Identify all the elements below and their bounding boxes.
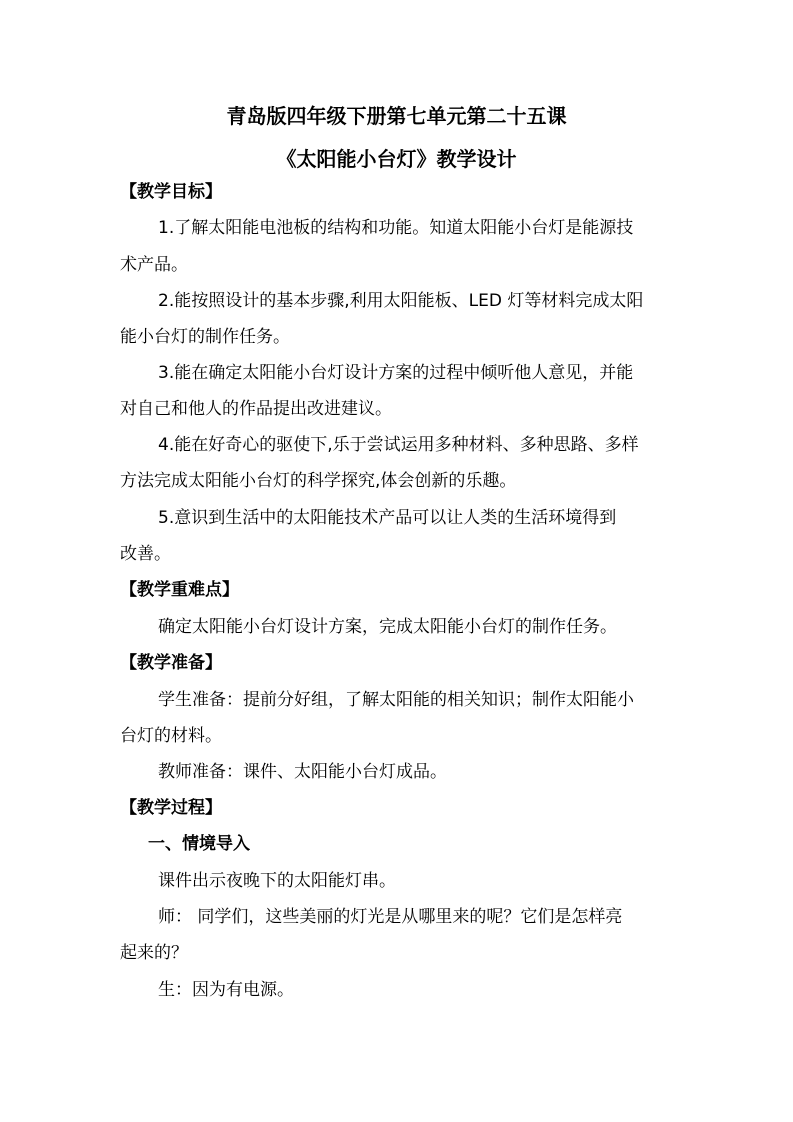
objective-4-line2: 方法完成太阳能小台灯的科学探究,体会创新的乐趣。 [120, 471, 517, 491]
process-subheading: 一、情境导入 [148, 834, 250, 854]
document-title: 青岛版四年级下册第七单元第二十五课 [226, 104, 567, 128]
process-line1: 课件出示夜晚下的太阳能灯串。 [158, 871, 396, 891]
student-preparation-line2: 台灯的材料。 [120, 726, 222, 746]
section-heading-key-points: 【教学重难点】 [120, 580, 239, 600]
teacher-dialogue-line2: 起来的？ [120, 943, 188, 963]
section-heading-process: 【教学过程】 [120, 798, 222, 818]
teacher-dialogue-line1: 师： 同学们，这些美丽的灯光是从哪里来的呢？它们是怎样亮 [158, 907, 623, 927]
objective-4-line1: 4.能在好奇心的驱使下,乐于尝试运用多种材料、多种思路、多样 [158, 435, 639, 455]
document-subtitle: 《太阳能小台灯》教学设计 [276, 147, 517, 171]
objective-2-line2: 能小台灯的制作任务。 [120, 327, 290, 347]
student-preparation-line1: 学生准备：提前分好组，了解太阳能的相关知识；制作太阳能小 [158, 690, 634, 710]
objective-5-line2: 改善。 [120, 544, 171, 564]
objective-5-line1: 5.意识到生活中的太阳能技术产品可以让人类的生活环境得到 [158, 508, 617, 528]
section-heading-preparation: 【教学准备】 [120, 653, 222, 673]
student-dialogue: 生：因为有电源。 [158, 980, 294, 1000]
objective-3-line1: 3.能在确定太阳能小台灯设计方案的过程中倾听他人意见，并能 [158, 363, 634, 383]
section-heading-objectives: 【教学目标】 [120, 182, 222, 202]
objective-1-line2: 术产品。 [120, 255, 188, 275]
teacher-preparation: 教师准备：课件、太阳能小台灯成品。 [158, 762, 447, 782]
objective-1-line1: 1.了解太阳能电池板的结构和功能。知道太阳能小台灯是能源技 [158, 218, 634, 238]
objective-2-line1: 2.能按照设计的基本步骤,利用太阳能板、LED 灯等材料完成太阳 [158, 291, 644, 311]
objective-3-line2: 对自己和他人的作品提出改进建议。 [120, 399, 392, 419]
key-points-text: 确定太阳能小台灯设计方案，完成太阳能小台灯的制作任务。 [158, 617, 617, 637]
